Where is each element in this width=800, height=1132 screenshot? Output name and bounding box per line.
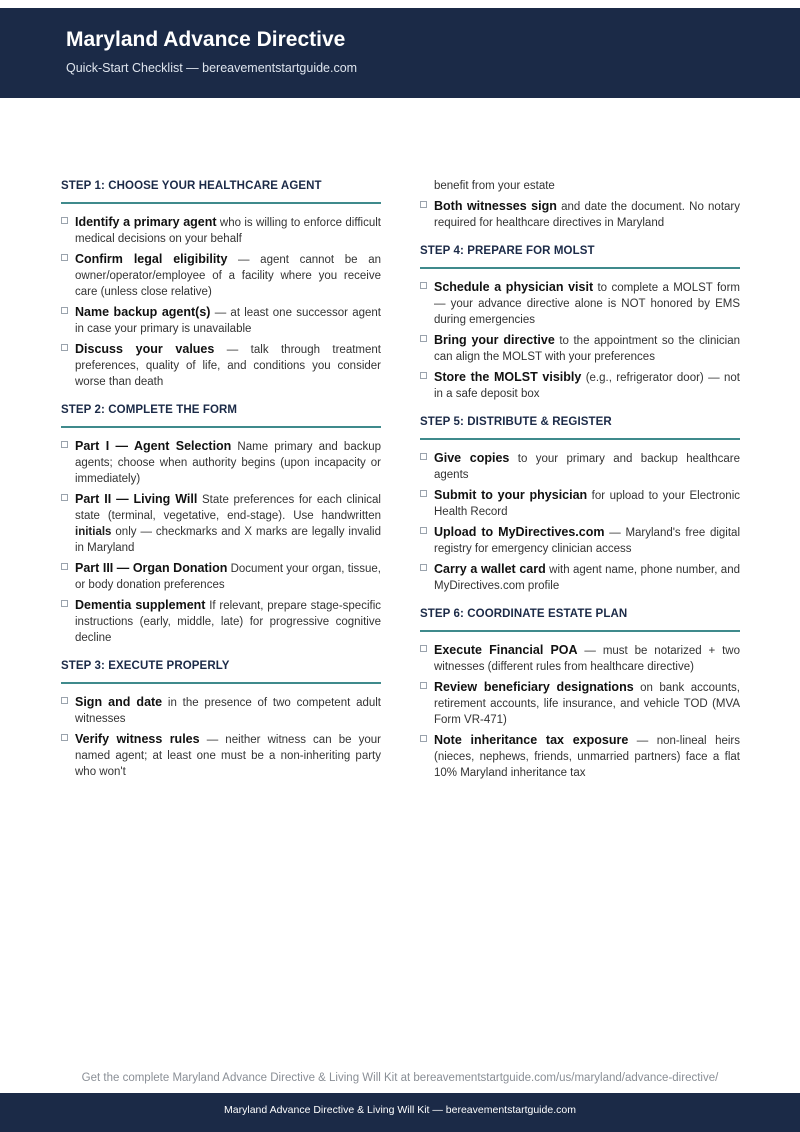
item-body: and date the document. No notary required for healthcare directives in Maryland (434, 201, 740, 229)
checkbox-icon[interactable] (420, 645, 427, 652)
step-3-section (61, 658, 381, 780)
checklist-item[interactable] (420, 732, 740, 781)
item-lead: Dementia supplement (75, 598, 206, 612)
checklist-item[interactable] (61, 560, 381, 593)
item-lead: Note inheritance tax exposure (434, 733, 629, 747)
footer-text: Maryland Advance Directive & Living Will Kit — bereavementstartguide.com (224, 1104, 576, 1116)
checkbox-icon[interactable] (61, 217, 68, 224)
checklist-item[interactable] (61, 251, 381, 300)
item-lead: Give copies (434, 451, 510, 465)
checklist-item[interactable] (61, 341, 381, 390)
item-lead: Part II — Living Will (75, 492, 198, 506)
page-subtitle: Quick-Start Checklist — bereavementstartguide.com (66, 61, 358, 75)
item-lead: Execute Financial POA (434, 643, 578, 657)
checkbox-icon[interactable] (420, 682, 427, 689)
checkbox-icon[interactable] (61, 441, 68, 448)
checklist-item[interactable] (61, 214, 381, 247)
item-lead: Store the MOLST visibly (434, 370, 582, 384)
checklist-item[interactable] (61, 731, 381, 780)
left-column (61, 178, 381, 792)
right-column (420, 178, 740, 793)
step-4-section (420, 243, 740, 402)
item-body: to your primary and backup healthcare agents (434, 453, 740, 481)
item-body: to complete a MOLST form — your advance directive alone is NOT honored by EMS during emergencies (434, 282, 740, 326)
checklist-item[interactable] (420, 561, 740, 594)
item-body: for upload to your Electronic Health Record (434, 490, 740, 518)
checkbox-icon[interactable] (61, 344, 68, 351)
item-body: — Maryland's free digital registry for emergency clinician access (434, 527, 741, 555)
checkbox-icon[interactable] (420, 282, 427, 289)
footer-banner (0, 1093, 800, 1132)
item-lead: Schedule a physician visit (434, 280, 594, 294)
checkbox-icon[interactable] (61, 697, 68, 704)
item-body: on bank accounts, retirement accounts, life insurance, and vehicle TOD (MVA Form VR-471) (434, 682, 740, 726)
step-heading: STEP 3: EXECUTE PROPERLY (61, 658, 381, 684)
checkbox-icon[interactable] (420, 372, 427, 379)
checklist-item[interactable] (420, 524, 740, 557)
item-continuation: benefit from your estate (434, 180, 555, 192)
checklist-item[interactable] (420, 198, 740, 231)
checklist-item[interactable] (420, 369, 740, 402)
item-body: — at least one successor agent in case your primary is unavailable (75, 307, 381, 335)
item-body: who is willing to enforce difficult medical decisions on your behalf (75, 217, 381, 245)
item-lead: Part III — Organ Donation (75, 561, 228, 575)
page-title: Maryland Advance Directive (66, 28, 346, 51)
item-emphasis: initials (75, 526, 112, 538)
item-body: — neither witness can be your named agent; at least one must be a non-inheriting party who won't (75, 734, 381, 778)
item-body: in the presence of two competent adult witnesses (75, 697, 382, 725)
item-lead: Submit to your physician (434, 488, 588, 502)
checklist-item[interactable] (420, 642, 740, 675)
item-body: — agent cannot be an owner/operator/employee of a facility where you receive care (unless close relative) (75, 254, 381, 298)
checkbox-icon[interactable] (420, 527, 427, 534)
checklist-item[interactable] (420, 332, 740, 365)
item-lead: Carry a wallet card (434, 562, 546, 576)
checkbox-icon[interactable] (420, 490, 427, 497)
item-lead: Review beneficiary designations (434, 680, 634, 694)
step-1-section (61, 178, 381, 390)
item-lead: Identify a primary agent (75, 215, 217, 229)
item-body: State preferences for each clinical state (terminal, vegetative, end-stage). Use handwritten (75, 494, 381, 522)
item-lead: Both witnesses sign (434, 199, 557, 213)
item-body: only — checkmarks and X marks are legally invalid in Maryland (75, 526, 381, 554)
checkbox-icon[interactable] (420, 335, 427, 342)
checklist-item[interactable] (61, 304, 381, 337)
item-lead: Bring your directive (434, 333, 555, 347)
item-body: — non-lineal heirs (nieces, nephews, friends, unmarried partners) face a flat 10% Maryland inheritance tax (434, 735, 740, 779)
step-6-section (420, 606, 740, 781)
checkbox-icon[interactable] (61, 307, 68, 314)
step-heading: STEP 1: CHOOSE YOUR HEALTHCARE AGENT (61, 178, 381, 204)
item-lead: Discuss your values (75, 342, 215, 356)
checklist-item[interactable] (420, 450, 740, 483)
checklist-item[interactable] (420, 279, 740, 328)
item-body: Document your organ, tissue, or body donation preferences (75, 563, 381, 591)
checklist-item[interactable] (61, 491, 381, 556)
item-lead: Part I — Agent Selection (75, 439, 232, 453)
step-heading: STEP 2: COMPLETE THE FORM (61, 402, 381, 428)
checkbox-icon[interactable] (420, 453, 427, 460)
item-lead: Upload to MyDirectives.com (434, 525, 605, 539)
item-lead: Confirm legal eligibility (75, 252, 228, 266)
checkbox-icon[interactable] (61, 734, 68, 741)
checkbox-icon[interactable] (420, 564, 427, 571)
item-body: (e.g., refrigerator door) — not in a safe deposit box (434, 372, 740, 400)
checkbox-icon[interactable] (420, 735, 427, 742)
checklist-item[interactable] (420, 487, 740, 520)
step-heading: STEP 6: COORDINATE ESTATE PLAN (420, 606, 740, 632)
item-body: to the appointment so the clinician can align the MOLST with your preferences (434, 335, 740, 363)
item-body: Name primary and backup agents; choose when authority begins (upon incapacity or immediately) (75, 441, 382, 485)
item-body: If relevant, prepare stage-specific instructions (early, middle, late) for progressive cognitive decline (75, 600, 381, 644)
checkbox-icon[interactable] (61, 494, 68, 501)
item-lead: Sign and date (75, 695, 163, 709)
item-lead: Verify witness rules (75, 732, 200, 746)
step-heading: STEP 4: PREPARE FOR MOLST (420, 243, 740, 269)
checklist-item[interactable] (420, 679, 740, 728)
checkbox-icon[interactable] (61, 600, 68, 607)
checklist-item[interactable] (61, 438, 381, 487)
checklist-item[interactable] (61, 694, 381, 727)
step-2-section (61, 402, 381, 646)
promo-link-text[interactable]: Get the complete Maryland Advance Directive & Living Will Kit at bereavementstartguide.com/us/maryland/advance-directive/ (81, 1072, 719, 1084)
checkbox-icon[interactable] (61, 563, 68, 570)
item-body: — must be notarized + two witnesses (different rules from healthcare directive) (434, 645, 740, 673)
step-heading: STEP 5: DISTRIBUTE & REGISTER (420, 414, 740, 440)
item-lead: Name backup agent(s) (75, 305, 211, 319)
checkbox-icon[interactable] (61, 254, 68, 261)
step-5-section (420, 414, 740, 594)
checkbox-icon[interactable] (420, 201, 427, 208)
checklist-item[interactable] (61, 597, 381, 646)
item-body: — talk through treatment preferences, quality of life, and conditions you consider worse than death (75, 344, 381, 388)
item-body: with agent name, phone number, and MyDirectives.com profile (434, 564, 740, 592)
step-3-continued (420, 178, 740, 231)
header-banner (0, 8, 800, 98)
